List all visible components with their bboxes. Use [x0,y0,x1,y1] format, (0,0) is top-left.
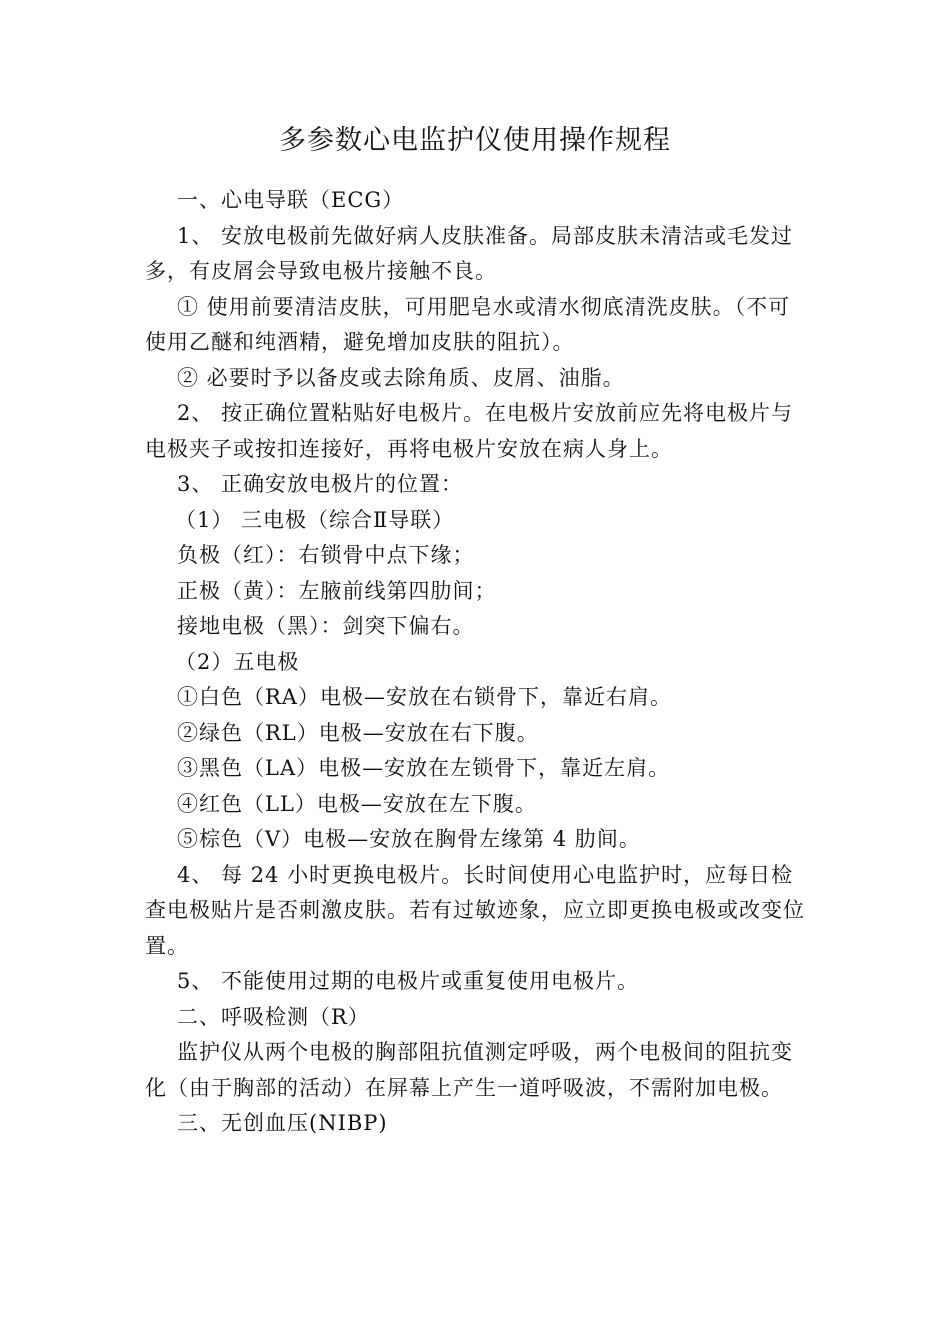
section-heading-respiration: 二、呼吸检测（R） [177,1004,370,1029]
paragraph-attach-electrodes: 2、 按正确位置粘贴好电极片。在电极片安放前应先将电极片与电极夹子或按扣连接好，再将电极片安放在病人身上。 [145,401,794,461]
section-heading-nibp: 三、无创血压(NIBP) [177,1111,388,1135]
paragraph-negative-electrode: 负极（红）：右锁骨中点下缘； [177,543,475,567]
paragraph-clean-skin: ① 使用前要清洁皮肤，可用肥皂水或清水彻底清洗皮肤。（不可使用乙醚和纯酒精，避免增加皮肤的阻抗）。 [145,294,791,354]
paragraph-positive-electrode: 正极（黄）：左腋前线第四肋间； [177,578,497,603]
paragraph-three-lead-heading: （1） 三电极（综合Ⅱ导联） [175,507,455,532]
paragraph-red-electrode: ④红色（LL）电极—安放在左下腹。 [177,791,537,816]
paragraph-prep-skin: ② 必要时予以备皮或去除角质、皮屑、油脂。 [177,365,625,390]
paragraph-respiration: 监护仪从两个电极的胸部阻抗值测定呼吸，两个电极间的阻抗变化（由于胸部的活动）在屏幕上产生一道呼吸波，不需附加电极。 [145,1040,793,1100]
paragraph-five-lead-heading: （2）五电极 [175,649,300,674]
paragraph-green-electrode: ②绿色（RL）电极—安放在右下腹。 [177,720,539,745]
paragraph-brown-electrode: ⑤棕色（V）电极—安放在胸骨左缘第 4 肋间。 [177,827,641,851]
paragraph-no-expired: 5、 不能使用过期的电极片或重复使用电极片。 [177,969,640,993]
paragraph-replace-electrodes: 4、 每 24 小时更换电极片。长时间使用心电监护时，应每日检查电极贴片是否刺激皮肤。若有过敏迹象，应立即更换电极或改变位置。 [145,862,805,958]
document-body [145,183,810,1142]
paragraph-skin-prep: 1、 安放电极前先做好病人皮肤准备。局部皮肤未清洁或毛发过多，有皮屑会导致电极片接触不良。 [145,223,794,283]
paragraph-ground-electrode: 接地电极（黑）：剑突下偏右。 [177,614,475,638]
paragraph-white-electrode: ①白色（RA）电极—安放在右锁骨下，靠近右肩。 [177,685,672,709]
paragraph-placement-heading: 3、 正确安放电极片的位置： [177,472,464,496]
section-heading-ecg: 一、心电导联（ECG） [177,188,405,212]
document-title: 多参数心电监护仪使用操作规程 [279,125,671,157]
paragraph-black-electrode: ③黑色（LA）电极—安放在左锁骨下，靠近左肩。 [177,756,671,780]
